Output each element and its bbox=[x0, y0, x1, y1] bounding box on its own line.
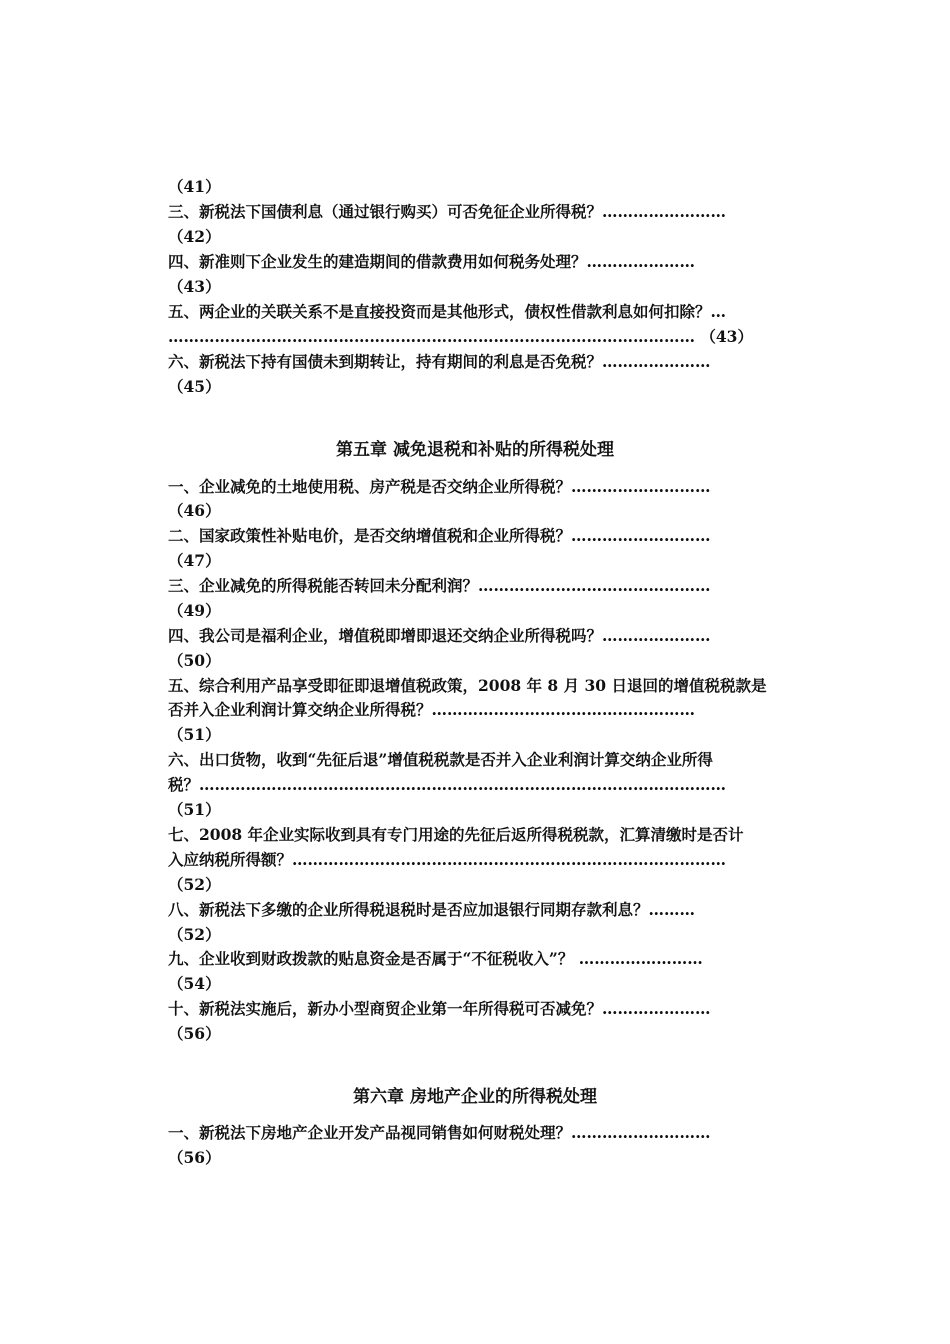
toc-line: （50） bbox=[168, 651, 221, 670]
toc-line: （49） bbox=[168, 601, 221, 620]
toc-line: 九、企业收到财政拨款的贴息资金是否属于“不征税收入”？ …………………… bbox=[168, 949, 703, 968]
toc-line: （43） bbox=[168, 277, 221, 296]
toc-line: 入应纳税所得额？………………………………………………………………………… bbox=[168, 850, 727, 869]
toc-line: 八、新税法下多缴的企业所得税退税时是否应加退银行同期存款利息？……… bbox=[168, 900, 696, 919]
toc-line: 三、新税法下国债利息（通过银行购买）可否免征企业所得税？…………………… bbox=[168, 202, 727, 221]
toc-line: 六、出口货物，收到“先征后退”增值税税款是否并入企业利润计算交纳企业所得 bbox=[168, 750, 713, 769]
toc-line: （54） bbox=[168, 974, 221, 993]
toc-line: （56） bbox=[168, 1024, 221, 1043]
toc-line: （51） bbox=[168, 800, 221, 819]
toc-line: （42） bbox=[168, 227, 221, 246]
toc-line: （45） bbox=[168, 377, 221, 396]
toc-line: 五、两企业的关联关系不是直接投资而是其他形式，债权性借款利息如何扣除？… bbox=[168, 302, 727, 321]
toc-line: 税？………………………………………………………………………………………… bbox=[168, 775, 727, 794]
toc-line: （52） bbox=[168, 925, 221, 944]
toc-line: 二、国家政策性补贴电价，是否交纳增值税和企业所得税？……………………… bbox=[168, 526, 711, 545]
toc-line: （41） bbox=[168, 177, 221, 196]
toc-line: （51） bbox=[168, 725, 221, 744]
toc-line: 四、新准则下企业发生的建造期间的借款费用如何税务处理？………………… bbox=[168, 252, 696, 271]
toc-line: 五、综合利用产品享受即征即退增值税政策，2008 年 8 月 30 日退回的增值税税款是 bbox=[168, 676, 767, 695]
chapter-5-heading: 第五章 减免退税和补贴的所得税处理 bbox=[336, 440, 614, 460]
toc-line: 七、2008 年企业实际收到具有专门用途的先征后返所得税税款，汇算清缴时是否计 bbox=[168, 825, 744, 844]
chapter-6-heading: 第六章 房地产企业的所得税处理 bbox=[353, 1087, 597, 1107]
toc-line: （56） bbox=[168, 1148, 221, 1167]
toc-line: 否并入企业利润计算交纳企业所得税？…………………………………………… bbox=[168, 700, 696, 719]
toc-line: （52） bbox=[168, 875, 221, 894]
toc-line: ………………………………………………………………………………………… （43） bbox=[168, 327, 753, 346]
toc-line: 一、企业减免的土地使用税、房产税是否交纳企业所得税？……………………… bbox=[168, 477, 711, 496]
toc-line: 十、新税法实施后，新办小型商贸企业第一年所得税可否减免？………………… bbox=[168, 999, 711, 1018]
toc-line: 四、我公司是福利企业，增值税即增即退还交纳企业所得税吗？………………… bbox=[168, 626, 711, 645]
toc-line: 一、新税法下房地产企业开发产品视同销售如何财税处理？……………………… bbox=[168, 1123, 711, 1142]
toc-line: 六、新税法下持有国债未到期转让，持有期间的利息是否免税？………………… bbox=[168, 352, 711, 371]
toc-line: （47） bbox=[168, 551, 221, 570]
toc-line: 三、企业减免的所得税能否转回未分配利润？……………………………………… bbox=[168, 576, 711, 595]
toc-line: （46） bbox=[168, 501, 221, 520]
